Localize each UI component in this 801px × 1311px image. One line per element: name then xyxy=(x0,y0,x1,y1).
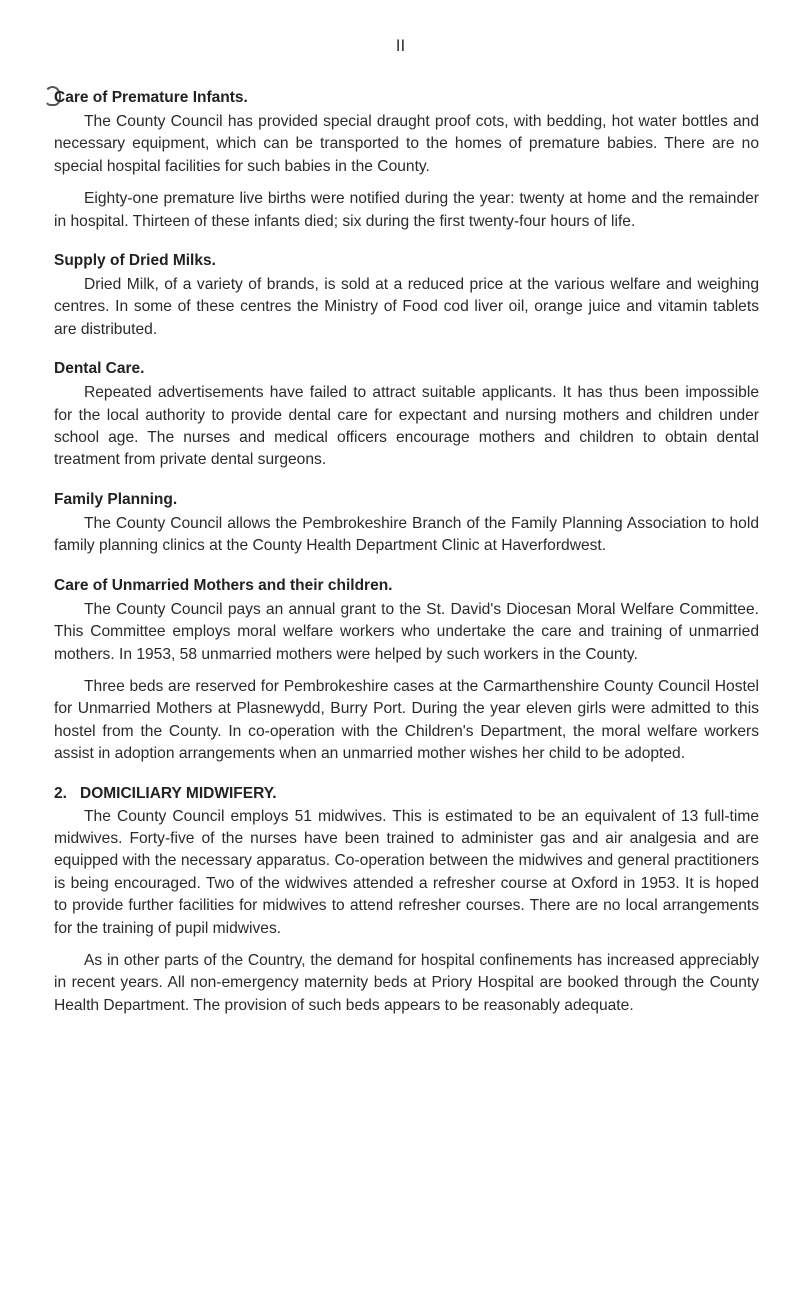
section-dental-care xyxy=(54,359,759,472)
page-number: II xyxy=(395,36,406,55)
section-domiciliary-midwifery xyxy=(54,784,759,1018)
section-family-planning xyxy=(54,490,759,558)
section-heading: Care of Premature Infants. xyxy=(54,89,248,106)
section-title: DOMICILIARY MIDWIFERY. xyxy=(80,784,277,802)
section-heading: Dental Care. xyxy=(54,360,145,378)
section-number: 2. xyxy=(54,784,67,802)
paragraph: The County Council employs 51 midwives. This is estimated to be an equivalent of 13 full-time midwives. Forty-five of the nurses have been trained to administer gas and air analgesia and are equipped with the necessary apparatus. Co-operation between the midwives and general practitioners is being encouraged. Two of the widwives attended a refresher course at Oxford in 1953. It is hoped to provide further facilities for midwives to attend refresher courses. There are no local arrangements for the training of pupil midwives. xyxy=(54,807,759,937)
section-heading xyxy=(54,784,759,804)
section-premature-infants xyxy=(54,88,759,233)
section-unmarried-mothers xyxy=(54,576,759,766)
paragraph: The County Council has provided special draught proof cots, with bedding, hot water bottles and necessary equipment, which can be transported to the homes of premature babies. There are no special hospital facilities for such babies in the County. xyxy=(54,113,759,175)
section-heading: Supply of Dried Milks. xyxy=(54,252,216,270)
section-heading: Care of Unmarried Mothers and their children. xyxy=(54,576,393,594)
section-heading: Family Planning. xyxy=(54,490,178,508)
section-dried-milks xyxy=(54,251,759,341)
page-content xyxy=(54,88,759,1035)
paragraph: Repeated advertisements have failed to attract suitable applicants. It has thus been impossible for the local authority to provide dental care for expectant and nursing mothers and children under school age. The nurses and medical officers encourage mothers and children to obtain dental treatment from private dental surgeons. xyxy=(54,384,759,469)
paragraph: The County Council allows the Pembrokeshire Branch of the Family Planning Association to hold family planning clinics at the County Health Department Clinic at Haverfordwest. xyxy=(54,514,759,555)
paragraph: Three beds are reserved for Pembrokeshire cases at the Carmarthenshire County Council Hostel for Unmarried Mothers at Plasnewydd, Burry Port. During the year eleven girls were admitted to this hostel from the County. In co-operation with the Children's Department, the moral welfare workers assist in adoption arrangements when an unmarried mother wishes her child to be adopted. xyxy=(54,677,759,763)
paragraph: Dried Milk, of a variety of brands, is sold at a reduced price at the various welfare and weighing centres. In some of these centres the Ministry of Food cod liver oil, orange juice and vitamin tablets are distributed. xyxy=(54,276,759,338)
paragraph: Eighty-one premature live births were notified during the year: twenty at home and the remainder in hospital. Thirteen of these infants died; six during the first twenty-four hours of life. xyxy=(54,190,759,230)
paragraph: The County Council pays an annual grant to the St. David's Diocesan Moral Welfare Committee. This Committee employs moral welfare workers who undertake the care and training of unmarried mothers. In 1953, 58 unmarried mothers were helped by such workers in the County. xyxy=(54,600,759,663)
paragraph: As in other parts of the Country, the demand for hospital confinements has increased appreciably in recent years. All non-emergency maternity beds at Priory Hospital are booked through the County Health Department. The provision of such beds appears to be reasonably adequate. xyxy=(54,951,759,1014)
